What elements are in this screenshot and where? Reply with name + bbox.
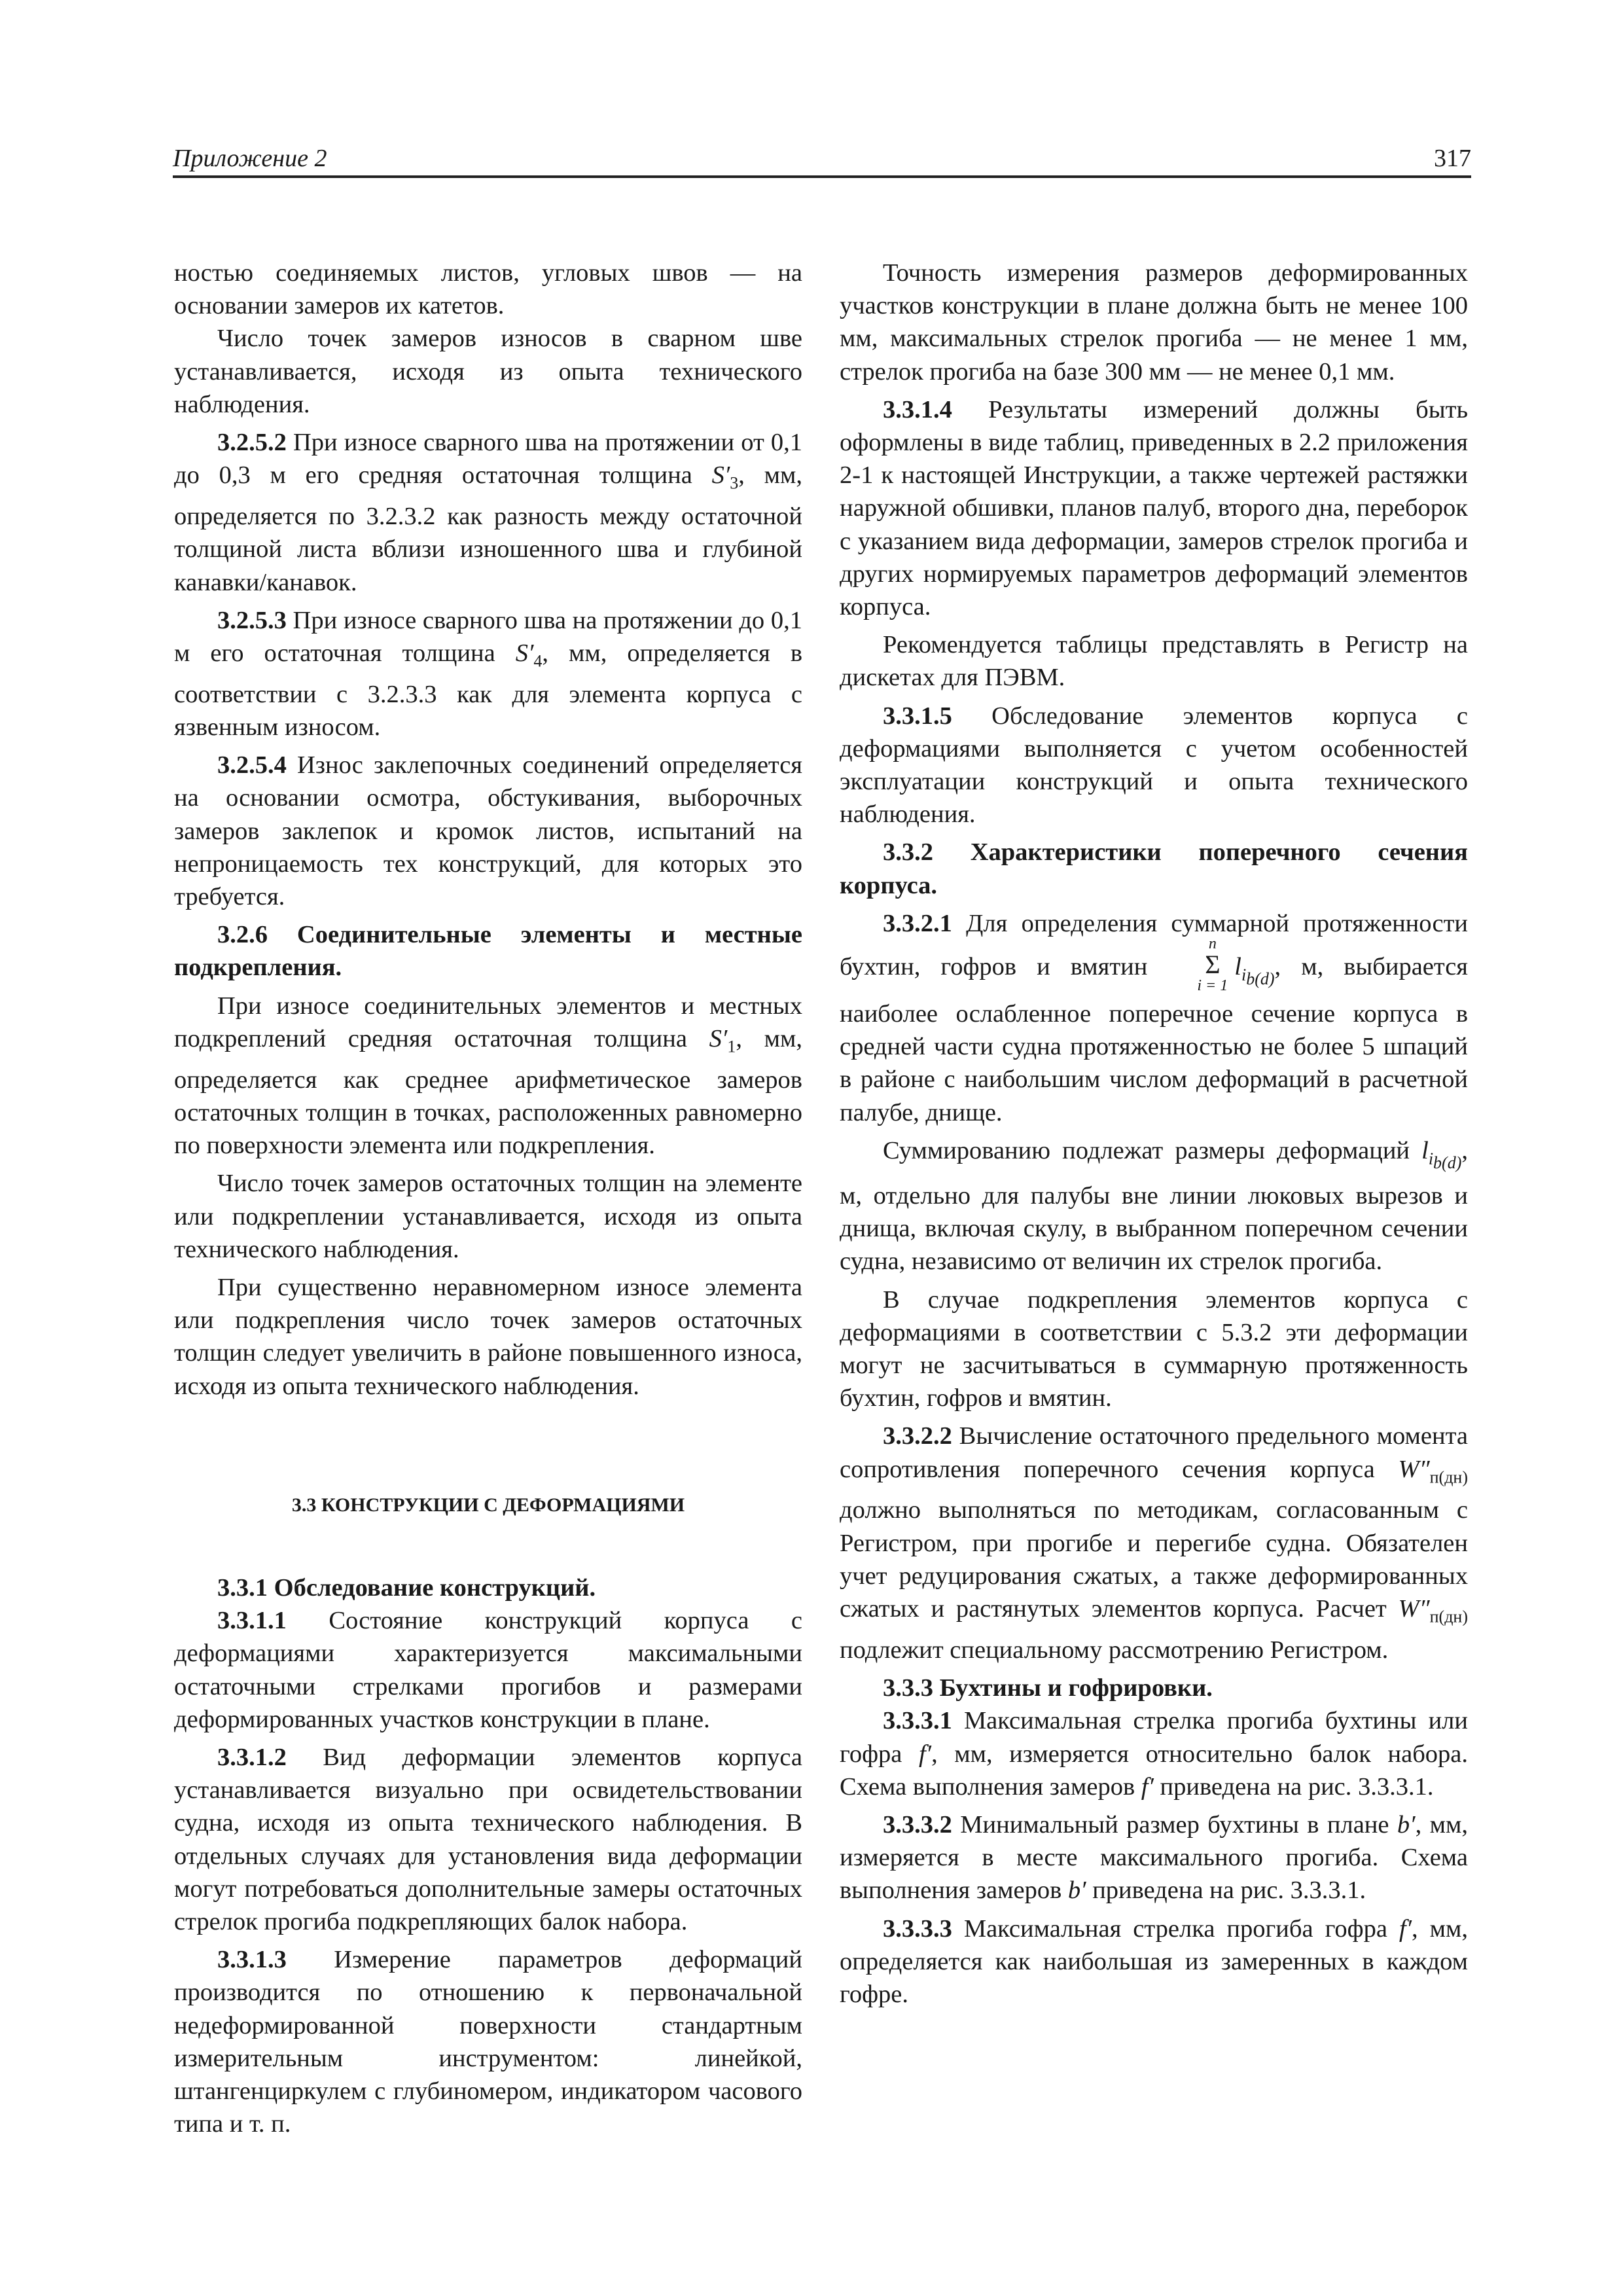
clause-number: 3.3.1.3 [217, 1946, 287, 1974]
math-variable: f′ [1141, 1772, 1154, 1801]
paragraph-3-3-3-3 [840, 1912, 1468, 2011]
math-variable: S′ [515, 639, 534, 667]
paragraph [174, 322, 802, 421]
math-variable: S′ [709, 1024, 728, 1052]
paragraph [174, 990, 802, 1162]
clause-number: 3.3.1.5 [883, 702, 952, 730]
math-variable: f′ [918, 1740, 932, 1768]
paragraph-3-3-1-2 [174, 1741, 802, 1938]
paragraph-3-3-2-1 [840, 907, 1468, 1129]
paragraph-text: , мм, определяется в соответствии с 3.2.3.3 как для элемента корпуса с язвенным износом. [174, 639, 802, 742]
paragraph-text: , мм, определяется как наибольшая из замеренных в каждом гофре. [840, 1914, 1469, 2008]
paragraph-text: При существенно неравномерном износе элемента или подкрепления число точек замеров остаточных толщин следует увеличить в районе повышенного износа, исходя из опыта технического наблюдения. [174, 1273, 802, 1400]
sum-upper-limit: n [1208, 935, 1217, 953]
paragraph [840, 257, 1468, 388]
math-variable: l [1234, 952, 1241, 980]
paragraph-3-3-3-2 [840, 1808, 1468, 1907]
paragraph-text: При износе соединительных элементов и местных подкреплений средняя остаточная толщина [174, 992, 802, 1052]
paragraph-3-3-1-3 [174, 1943, 802, 2140]
paragraph-text: Для определения суммарной протяженности бухтин, гофров и вмятин [840, 909, 1468, 980]
paragraph-3-2-5-2 [174, 426, 802, 599]
paragraph-text: В случае подкрепления элементов корпуса с деформациями в соответствии с 5.3.2 эти деформации могут не засчитываться в суммарную протяженность бухтин, гофров и вмятин. [840, 1285, 1468, 1412]
paragraph-text: должно выполняться по методикам, согласованным с Регистром, при прогибе и перегибе судна. Обязателен учет редуцирования сжатых, а также деформированных сжатых и растянутых элементов корпуса. Расчет [840, 1496, 1468, 1623]
clause-number: 3.3.3.2 [883, 1810, 952, 1839]
heading-3-3-2 [840, 836, 1468, 901]
paragraph-text: , м, выбирается наиболее ослабленное поперечное сечение корпуса в средней части судна протяженностью не более 5 шпаций в районе с наибольшим числом деформаций в расчетной палубе, днище. [840, 952, 1468, 1126]
sum-lower-limit: i = 1 [1197, 977, 1228, 995]
subsection-heading: 3.2.6 Соединительные элементы и местные подкрепления. [174, 921, 802, 982]
left-column [174, 257, 802, 2140]
paragraph-text: Вычисление остаточного предельного момента сопротивления поперечного сечения корпуса [840, 1422, 1468, 1483]
paragraph-text: , мм, измеряется относительно балок набора. Схема выполнения замеров [840, 1740, 1468, 1801]
paragraph-text: Максимальная стрелка прогиба гофра [952, 1914, 1399, 1943]
subsection-heading: 3.3.2 Характеристики поперечного сечения корпуса. [840, 838, 1468, 899]
paragraph [840, 1134, 1468, 1278]
subscript-index: i [1241, 965, 1247, 984]
running-header-title: Приложение 2 [173, 145, 327, 172]
math-subscript [1428, 1149, 1462, 1172]
clause-number: 3.3.2.2 [883, 1422, 952, 1450]
math-subscript [1241, 965, 1275, 988]
math-variable: l [1421, 1136, 1429, 1164]
paragraph-text: Максимальная стрелка прогиба бухтины или гофра [840, 1707, 1468, 1768]
paragraph-text: Износ заклепочных соединений определяется на основании осмотра, обстукивания, выборочных замеров заклепок и кромок листов, испытаний на непроницаемость тех конструкций, для которых это требуется. [174, 751, 802, 911]
paragraph [174, 257, 802, 322]
running-header [173, 144, 1471, 177]
subsection-heading: 3.3.1 Обследование конструкций. [217, 1573, 596, 1602]
subsection-heading: 3.3.3 Бухтины и гофрировки. [883, 1674, 1213, 1702]
math-variable: W″ [1398, 1595, 1430, 1623]
paragraph-text: приведена на рис. 3.3.3.1. [1153, 1772, 1434, 1801]
right-column [840, 257, 1468, 2011]
paragraph-text: ностью соединяемых листов, угловых швов — на основании замеров их катетов. [174, 259, 802, 320]
paragraph-text: Вид деформации элементов корпуса устанавливается визуально при освидетельствовании судна, исходя из опыта технического наблюдения. В отдельных случаях для установления вида деформации могут потребоваться дополнительные замеры остаточных стрелок прогиба подкрепляющих балок набора. [174, 1743, 802, 1935]
clause-number: 3.3.3.3 [883, 1914, 952, 1943]
clause-number: 3.2.5.2 [217, 429, 287, 457]
paragraph-text: , мм, определяется как среднее арифметическое замеров остаточных толщин в точках, расположенных равномерно по поверхности элемента или подкрепления. [174, 1024, 802, 1160]
paragraph-text: Число точек замеров износов в сварном шве устанавливается, исходя из опыта технического наблюдения. [174, 325, 802, 418]
paragraph-text: подлежит специальному рассмотрению Регистром. [840, 1636, 1389, 1664]
paragraph-text: Результаты измерений должны быть оформлены в виде таблиц, приведенных в 2.2 приложения 2-1 к настоящей Инструкции, а также чертежей растяжки наружной обшивки, планов палуб, второго дна, переборок с указанием вида деформации, замеров стрелок прогиба и других нормируемых параметров деформаций элементов корпуса. [840, 395, 1468, 621]
paragraph [174, 1167, 802, 1266]
paragraph-3-3-1-1 [174, 1604, 802, 1736]
summation-formula [1154, 936, 1228, 994]
paragraph [840, 628, 1468, 694]
paragraph-3-3-3-1 [840, 1704, 1468, 1803]
paragraph-text: Число точек замеров остаточных толщин на элементе или подкреплении устанавливается, исходя из опыта технического наблюдения. [174, 1170, 802, 1263]
clause-number: 3.3.1.4 [883, 395, 952, 423]
paragraph-text: Рекомендуется таблицы представлять в Регистр на дискетах для ПЭВМ. [840, 631, 1468, 692]
paragraph-text: , м, отдельно для палубы вне линии люковых вырезов и днища, включая скулу, в выбранном поперечном сечении судна, независимо от величин их стрелок прогиба. [840, 1136, 1468, 1276]
math-subscript: п(дн) [1429, 1467, 1468, 1487]
paragraph [840, 1283, 1468, 1415]
paragraph-3-3-1-5 [840, 700, 1468, 831]
paragraph-text: Минимальный размер бухтины в плане [952, 1810, 1397, 1839]
clause-number: 3.3.1.2 [217, 1743, 287, 1771]
paragraph-text: приведена на рис. 3.3.3.1. [1086, 1876, 1366, 1905]
subscript-index: b(d) [1246, 969, 1275, 988]
math-variable: b′ [1067, 1876, 1086, 1905]
paragraph-3-2-5-4 [174, 749, 802, 913]
paragraph-text: , мм, определяется по 3.2.3.2 как разность между остаточной толщиной листа вблизи изношенного шва и глубиной канавки/канавок. [174, 461, 802, 596]
paragraph-3-3-2-2 [840, 1420, 1468, 1666]
paragraph-text: Обследование элементов корпуса с деформациями выполняется с учетом особенностей эксплуатации конструкций и опыта технического наблюдения. [840, 702, 1468, 829]
heading-3-3-3 [840, 1672, 1468, 1704]
paragraph-3-3-1-4 [840, 393, 1468, 623]
subscript-index: b(d) [1433, 1153, 1462, 1172]
math-subscript: 3 [730, 473, 739, 493]
heading-3-2-6 [174, 918, 802, 984]
paragraph-text: , мм, измеряется в месте максимального прогиба. Схема выполнения замеров [840, 1810, 1468, 1905]
paragraph [174, 1271, 802, 1403]
paragraph-text: Состояние конструкций корпуса с деформациями характеризуется максимальными остаточными стрелками прогибов и размерами деформированных участков конструкции в плане. [174, 1607, 802, 1733]
sum-sign: Σ [1205, 950, 1221, 980]
paragraph-text: При износе сварного шва на протяжении до 0,1 м его остаточная толщина [174, 606, 802, 667]
subscript-index: i [1428, 1149, 1434, 1168]
paragraph-text: При износе сварного шва на протяжении от 0,1 до 0,3 м его средняя остаточная толщина [174, 429, 802, 490]
paragraph-3-2-5-3 [174, 604, 802, 744]
math-variable: b′ [1397, 1810, 1416, 1839]
clause-number: 3.3.2.1 [883, 909, 952, 937]
heading-3-3-1 [174, 1571, 802, 1604]
section-title: 3.3 КОНСТРУКЦИИ С ДЕФОРМАЦИЯМИ [291, 1494, 685, 1516]
math-variable: f′ [1399, 1914, 1412, 1943]
math-variable: S′ [711, 461, 730, 490]
page-number: 317 [1434, 145, 1471, 172]
math-subscript: 1 [727, 1037, 736, 1056]
clause-number: 3.2.5.3 [217, 606, 287, 634]
paragraph-text: Суммированию подлежат размеры деформаций [883, 1136, 1422, 1164]
paragraph-text: Точность измерения размеров деформированных участков конструкции в плане должна быть не менее 100 мм, максимальных стрелок прогиба — не менее 1 мм, стрелок прогиба на базе 300 мм — не менее 0,1 мм. [840, 259, 1468, 386]
clause-number: 3.2.5.4 [217, 751, 287, 780]
header-rule [173, 175, 1471, 178]
math-subscript: 4 [533, 651, 543, 671]
clause-number: 3.3.3.1 [883, 1707, 952, 1735]
clause-number: 3.3.1.1 [217, 1607, 287, 1635]
math-variable: W″ [1398, 1455, 1430, 1483]
paragraph-text: Измерение параметров деформаций производится по отношению к первоначальной недеформированной поверхности стандартным измерительным инструментом: линейкой, штангенциркулем с глубиномером, индикатором часового типа и т. п. [174, 1946, 802, 2138]
math-subscript: п(дн) [1429, 1607, 1468, 1626]
